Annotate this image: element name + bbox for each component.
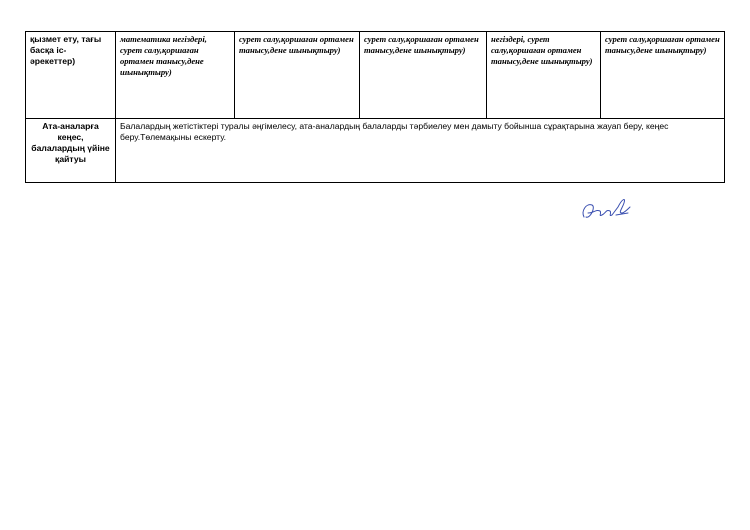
- schedule-table: [25, 31, 725, 183]
- activity-cell: сурет салу,қоршаған ортамен танысу,дене шынықтыру): [235, 32, 360, 119]
- activity-cell: негіздері, сурет салу,қоршаған ортамен танысу,дене шынықтыру): [487, 32, 601, 119]
- signature: [578, 193, 632, 225]
- parent-consultation-text: Балалардың жетістіктері туралы әңгімелесу, ата-аналардың балаларды тәрбиелеу мен дамыту бойынша сұрақтарына жауап беру, кеңес беру.Төлемақыны ескерту.: [116, 119, 725, 183]
- activity-cell: математика негіздері, сурет салу,қоршаған ортамен танысу,дене шынықтыру): [116, 32, 235, 119]
- table-row: [26, 119, 725, 183]
- activity-cell: сурет салу,қоршаған ортамен танысу,дене шынықтыру): [601, 32, 725, 119]
- row-label: қызмет ету, тағы басқа іс-әрекеттер): [26, 32, 116, 119]
- table-row: [26, 32, 725, 119]
- activity-cell: сурет салу,қоршаған ортамен танысу,дене шынықтыру): [360, 32, 487, 119]
- row-label: Ата-аналарға кеңес, балалардың үйіне қайтуы: [26, 119, 116, 183]
